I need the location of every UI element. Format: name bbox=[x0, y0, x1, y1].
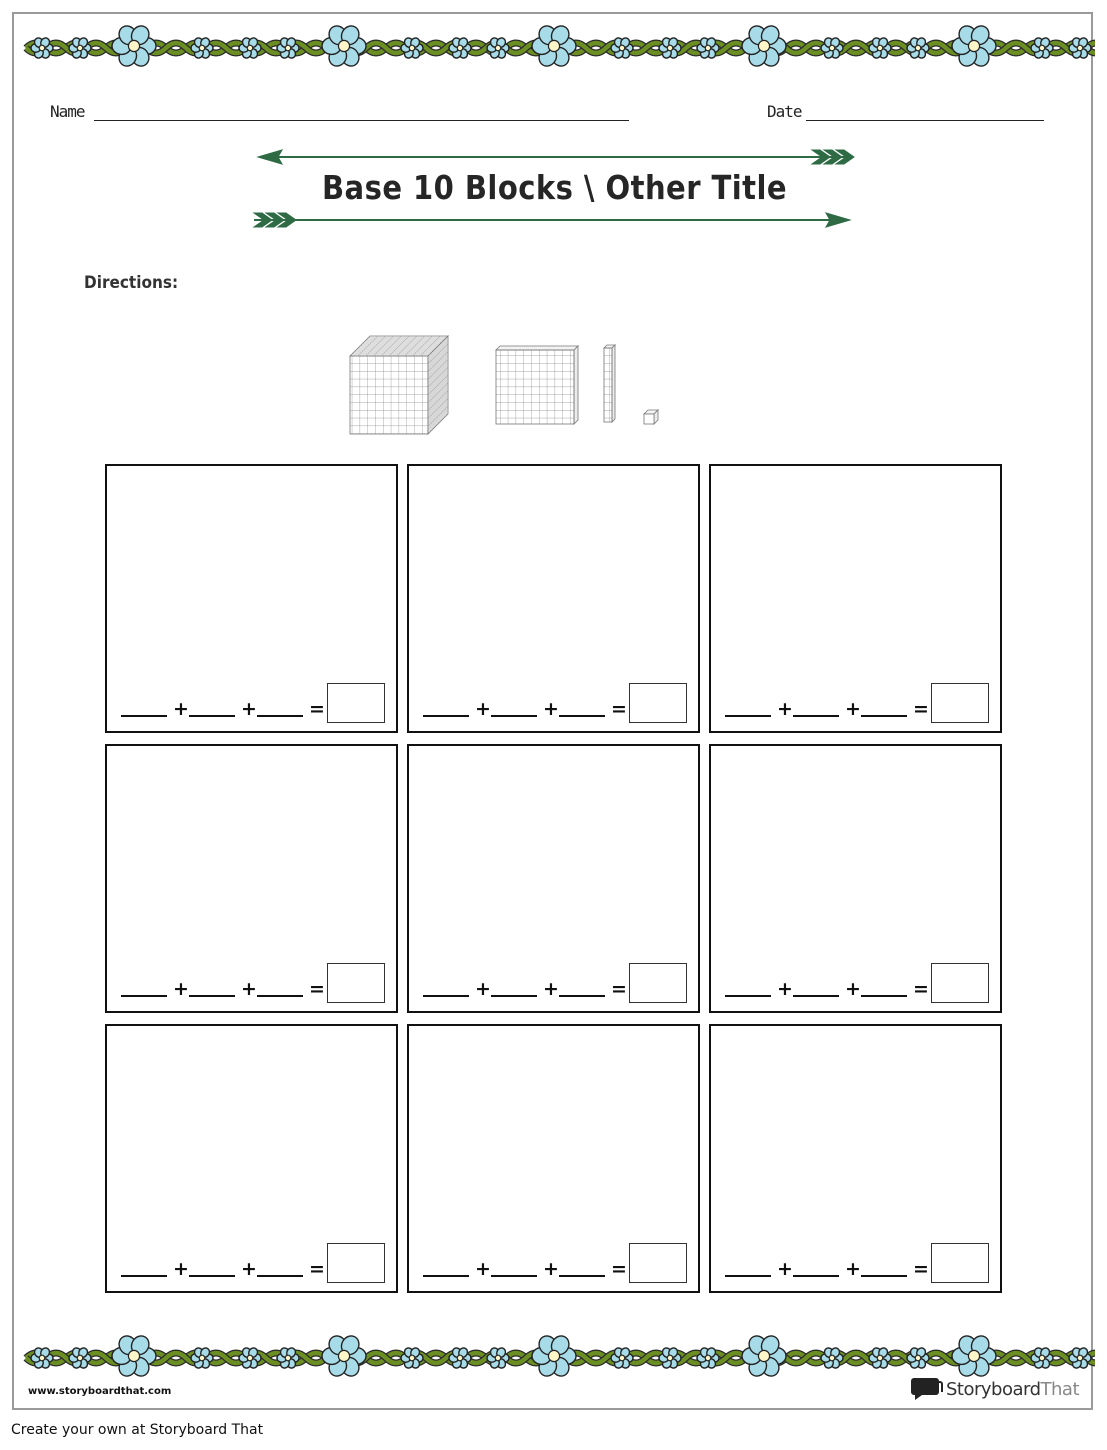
footer-url[interactable]: www.storyboardthat.com bbox=[28, 1386, 172, 1397]
plus-sign: + bbox=[845, 1258, 861, 1280]
equals-sign: = bbox=[913, 1258, 929, 1280]
plus-sign: + bbox=[543, 1258, 559, 1280]
answer-box[interactable] bbox=[327, 1243, 385, 1283]
equation-row bbox=[725, 965, 995, 1003]
equation-card[interactable] bbox=[105, 1024, 398, 1293]
equals-sign: = bbox=[611, 1258, 627, 1280]
hundreds-blank[interactable] bbox=[423, 715, 469, 717]
answer-box[interactable] bbox=[327, 683, 385, 723]
answer-box[interactable] bbox=[931, 1243, 989, 1283]
ones-blank[interactable] bbox=[559, 715, 605, 717]
equation-card[interactable] bbox=[709, 464, 1002, 733]
plus-sign: + bbox=[543, 698, 559, 720]
tens-blank[interactable] bbox=[189, 995, 235, 997]
plus-sign: + bbox=[241, 1258, 257, 1280]
flower-icon bbox=[952, 1333, 996, 1380]
plus-sign: + bbox=[173, 698, 189, 720]
tens-blank[interactable] bbox=[491, 1275, 537, 1277]
equation-card[interactable] bbox=[407, 1024, 700, 1293]
answer-box[interactable] bbox=[931, 683, 989, 723]
create-your-own-link[interactable]: Create your own at Storyboard That bbox=[11, 1422, 264, 1438]
answer-box[interactable] bbox=[629, 1243, 687, 1283]
plus-sign: + bbox=[777, 978, 793, 1000]
arrow-right-icon bbox=[254, 213, 850, 227]
equals-sign: = bbox=[309, 698, 325, 720]
equation-row bbox=[121, 685, 391, 723]
ones-blank[interactable] bbox=[257, 715, 303, 717]
equation-row bbox=[725, 1245, 995, 1283]
hundreds-blank[interactable] bbox=[725, 995, 771, 997]
name-label: Name bbox=[50, 102, 85, 121]
equation-row bbox=[423, 685, 693, 723]
equals-sign: = bbox=[611, 978, 627, 1000]
plus-sign: + bbox=[173, 978, 189, 1000]
hundred-flat-icon bbox=[496, 346, 578, 424]
equation-row bbox=[121, 1245, 391, 1283]
speech-bubble-icon bbox=[910, 1374, 944, 1402]
equation-row bbox=[423, 1245, 693, 1283]
flower-icon bbox=[952, 23, 996, 70]
plus-sign: + bbox=[173, 1258, 189, 1280]
flower-icon bbox=[907, 36, 929, 59]
flower-icon bbox=[322, 23, 366, 70]
answer-box[interactable] bbox=[327, 963, 385, 1003]
hundreds-blank[interactable] bbox=[121, 1275, 167, 1277]
plus-sign: + bbox=[475, 978, 491, 1000]
unit-cube-icon bbox=[644, 410, 658, 424]
date-label: Date bbox=[767, 102, 802, 121]
equation-card[interactable] bbox=[407, 464, 700, 733]
plus-sign: + bbox=[475, 698, 491, 720]
equals-sign: = bbox=[309, 978, 325, 1000]
flower-icon bbox=[907, 1346, 929, 1369]
tens-blank[interactable] bbox=[793, 1275, 839, 1277]
tens-blank[interactable] bbox=[491, 995, 537, 997]
tens-blank[interactable] bbox=[189, 715, 235, 717]
plus-sign: + bbox=[845, 978, 861, 1000]
flower-icon bbox=[742, 23, 786, 70]
plus-sign: + bbox=[241, 698, 257, 720]
flower-icon bbox=[487, 36, 509, 59]
ones-blank[interactable] bbox=[559, 1275, 605, 1277]
ones-blank[interactable] bbox=[257, 1275, 303, 1277]
tens-blank[interactable] bbox=[491, 715, 537, 717]
equation-row bbox=[121, 965, 391, 1003]
ones-blank[interactable] bbox=[861, 995, 907, 997]
ones-blank[interactable] bbox=[861, 715, 907, 717]
thousand-cube-icon bbox=[350, 336, 448, 434]
plus-sign: + bbox=[777, 1258, 793, 1280]
plus-sign: + bbox=[475, 1258, 491, 1280]
equals-sign: = bbox=[611, 698, 627, 720]
name-line[interactable] bbox=[94, 120, 629, 121]
vine-border-top bbox=[14, 18, 1095, 78]
ones-blank[interactable] bbox=[559, 995, 605, 997]
brand-name: StoryboardThat bbox=[946, 1379, 1080, 1400]
answer-box[interactable] bbox=[629, 683, 687, 723]
plus-sign: + bbox=[777, 698, 793, 720]
flower-icon bbox=[112, 1333, 156, 1380]
tens-blank[interactable] bbox=[189, 1275, 235, 1277]
equation-card[interactable] bbox=[105, 744, 398, 1013]
equals-sign: = bbox=[913, 698, 929, 720]
plus-sign: + bbox=[241, 978, 257, 1000]
equation-card[interactable] bbox=[407, 744, 700, 1013]
storyboardthat-logo bbox=[910, 1374, 1090, 1406]
hundreds-blank[interactable] bbox=[423, 1275, 469, 1277]
page-title: Base 10 Blocks \ Other Title bbox=[321, 168, 787, 207]
hundreds-blank[interactable] bbox=[121, 715, 167, 717]
directions-label: Directions: bbox=[84, 273, 179, 293]
flower-icon bbox=[532, 1333, 576, 1380]
date-line[interactable] bbox=[806, 120, 1044, 121]
equation-row bbox=[423, 965, 693, 1003]
ones-blank[interactable] bbox=[861, 1275, 907, 1277]
flower-icon bbox=[322, 1333, 366, 1380]
equation-row bbox=[725, 685, 995, 723]
equation-card[interactable] bbox=[709, 1024, 1002, 1293]
flower-icon bbox=[742, 1333, 786, 1380]
ones-blank[interactable] bbox=[257, 995, 303, 997]
hundreds-blank[interactable] bbox=[423, 995, 469, 997]
base-ten-blocks-illustration bbox=[344, 332, 674, 436]
flower-icon bbox=[487, 1346, 509, 1369]
equation-card[interactable] bbox=[105, 464, 398, 733]
ten-rod-icon bbox=[604, 345, 615, 422]
answer-box[interactable] bbox=[629, 963, 687, 1003]
equals-sign: = bbox=[309, 1258, 325, 1280]
plus-sign: + bbox=[845, 698, 861, 720]
tens-blank[interactable] bbox=[793, 715, 839, 717]
plus-sign: + bbox=[543, 978, 559, 1000]
tens-blank[interactable] bbox=[793, 995, 839, 997]
hundreds-blank[interactable] bbox=[725, 715, 771, 717]
flower-icon bbox=[112, 23, 156, 70]
hundreds-blank[interactable] bbox=[121, 995, 167, 997]
arrow-left-icon bbox=[258, 150, 854, 164]
equation-card[interactable] bbox=[709, 744, 1002, 1013]
flower-icon bbox=[532, 23, 576, 70]
hundreds-blank[interactable] bbox=[725, 1275, 771, 1277]
worksheet-page bbox=[12, 12, 1093, 1410]
answer-box[interactable] bbox=[931, 963, 989, 1003]
equals-sign: = bbox=[913, 978, 929, 1000]
